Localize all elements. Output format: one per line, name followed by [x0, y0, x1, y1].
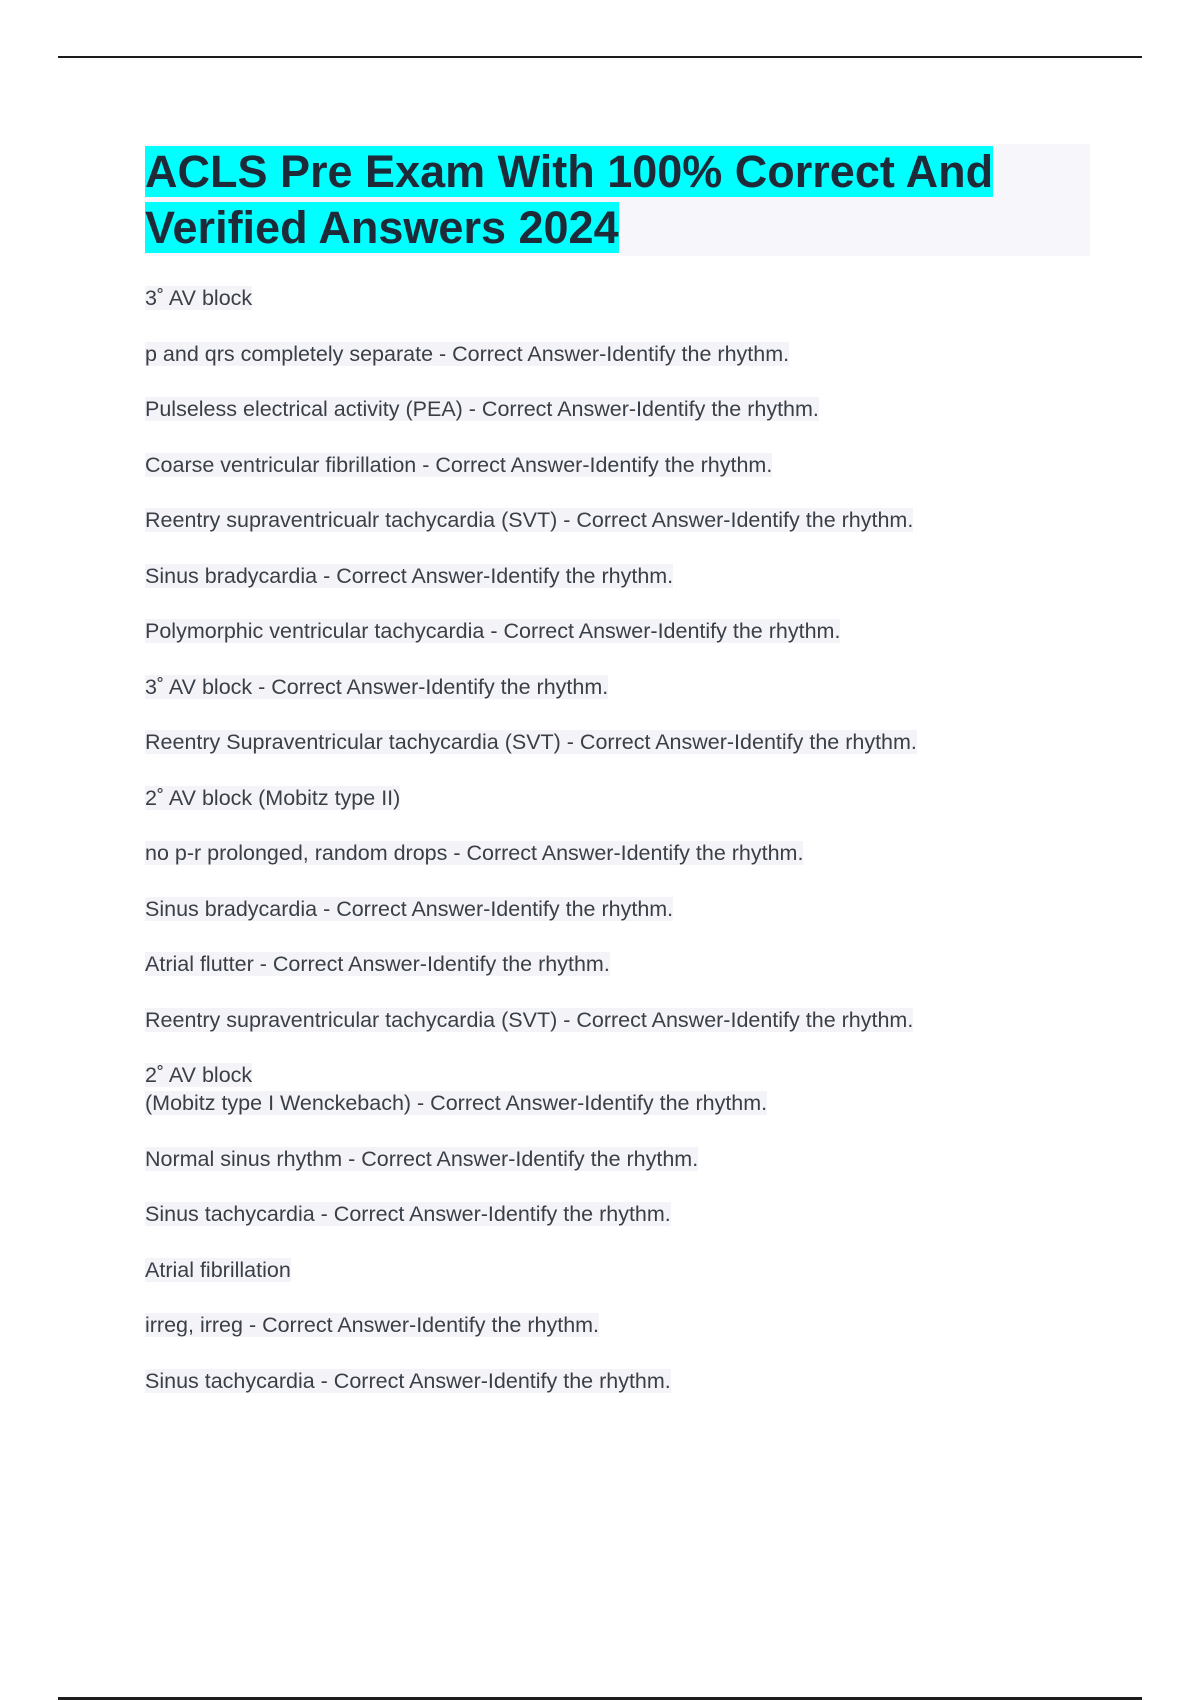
list-item [145, 1311, 1090, 1339]
list-item [145, 562, 1090, 590]
list-item [145, 784, 1090, 812]
document-body [145, 144, 1090, 1422]
list-item-text: Atrial flutter - Correct Answer-Identify the rhythm. [145, 952, 610, 976]
list-item [145, 895, 1090, 923]
answer-list [145, 284, 1090, 1395]
list-item-text: no p-r prolonged, random drops - Correct Answer-Identify the rhythm. [145, 841, 804, 865]
list-item-text: Reentry Supraventricular tachycardia (SVT) - Correct Answer-Identify the rhythm. [145, 730, 917, 754]
list-item [145, 395, 1090, 423]
list-item-text: Sinus bradycardia - Correct Answer-Identify the rhythm. [145, 563, 674, 588]
document-title-text: ACLS Pre Exam With 100% Correct And Verified Answers 2024 [145, 146, 994, 253]
list-item [145, 617, 1090, 645]
list-item-text: 3˚ AV block [145, 286, 253, 310]
list-item-text: Pulseless electrical activity (PEA) - Correct Answer-Identify the rhythm. [145, 397, 819, 421]
list-item-text: Coarse ventricular fibrillation - Correct Answer-Identify the rhythm. [145, 452, 773, 477]
list-item-text: 2˚ AV block [145, 1063, 253, 1087]
title-block [145, 144, 1090, 256]
list-item [145, 1061, 1090, 1117]
list-item [145, 839, 1090, 867]
list-item [145, 284, 1090, 312]
list-item-text: (Mobitz type I Wenckebach) - Correct Answer-Identify the rhythm. [145, 1091, 768, 1115]
list-item-text: Polymorphic ventricular tachycardia - Correct Answer-Identify the rhythm. [145, 619, 841, 643]
list-item-text: irreg, irreg - Correct Answer-Identify the rhythm. [145, 1313, 600, 1337]
list-item [145, 1256, 1090, 1284]
list-item [145, 340, 1090, 368]
list-item [145, 506, 1090, 534]
header-rule [58, 56, 1142, 58]
list-item-text: Normal sinus rhythm - Correct Answer-Identify the rhythm. [145, 1146, 699, 1171]
list-item [145, 673, 1090, 701]
list-item-text: 2˚ AV block (Mobitz type II) [145, 785, 401, 810]
list-item [145, 451, 1090, 479]
list-item [145, 1367, 1090, 1395]
list-item [145, 950, 1090, 978]
list-item-text: 3˚ AV block - Correct Answer-Identify the rhythm. [145, 674, 609, 699]
document-title [145, 144, 1090, 256]
list-item-text: Sinus tachycardia - Correct Answer-Identify the rhythm. [145, 1202, 671, 1226]
list-item-text: Atrial fibrillation [145, 1257, 291, 1282]
list-item [145, 728, 1090, 756]
list-item [145, 1145, 1090, 1173]
list-item-text: Reentry supraventricualr tachycardia (SVT) - Correct Answer-Identify the rhythm. [145, 508, 914, 532]
list-item-text: Sinus bradycardia - Correct Answer-Identify the rhythm. [145, 896, 674, 921]
list-item-text: p and qrs completely separate - Correct Answer-Identify the rhythm. [145, 341, 790, 366]
list-item-text: Reentry supraventricular tachycardia (SVT) - Correct Answer-Identify the rhythm. [145, 1007, 914, 1032]
list-item [145, 1006, 1090, 1034]
list-item [145, 1200, 1090, 1228]
list-item-text: Sinus tachycardia - Correct Answer-Identify the rhythm. [145, 1368, 671, 1393]
